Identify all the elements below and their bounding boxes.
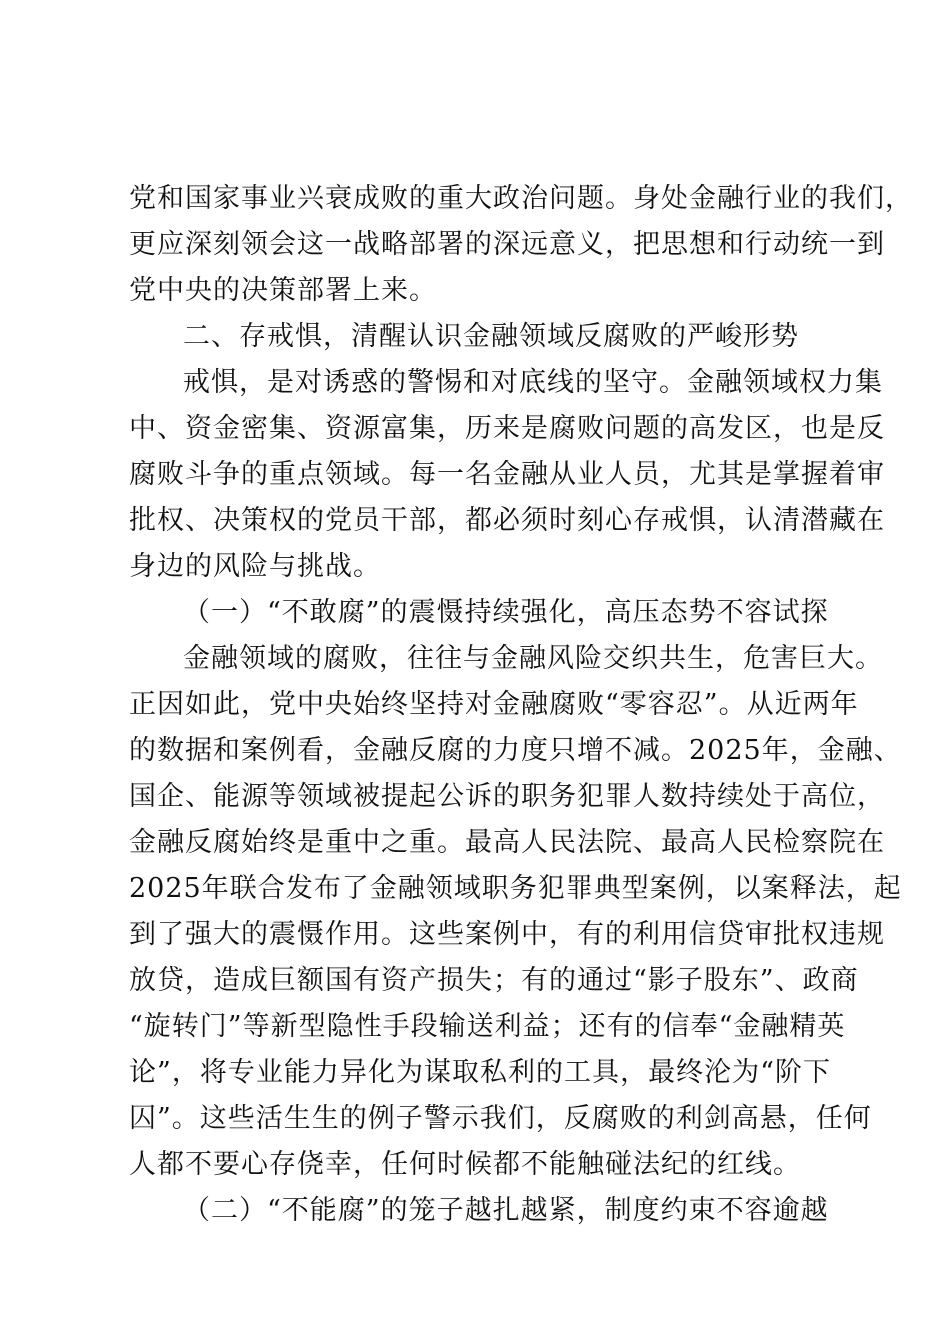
text-line: 放贷，造成巨额国有资产损失；有的通过“影子股东”、政商 [129,965,859,996]
paragraph-continuation [129,176,913,314]
text-line: 金融领域的腐败，往往与金融风险交织共生，危害巨大。 [183,643,883,674]
subheading-line: （二）“不能腐”的笼子越扎越紧，制度约束不容逾越 [183,1195,829,1226]
subheading-line: （一）“不敢腐”的震慑持续强化，高压态势不容试探 [183,597,829,628]
document-body [129,176,913,1234]
subsection-heading [129,1188,831,1234]
text-line: 的数据和案例看，金融反腐的力度只增不减。2025年，金融、 [129,735,902,766]
heading-line: 二、存戒惧，清醒认识金融领域反腐败的严峻形势 [183,321,799,352]
text-line: 身边的风险与挑战。 [129,551,381,582]
text-line: 囚”。这些活生生的例子警示我们，反腐败的利剑高悬，任何 [129,1103,872,1134]
text-line: 论”，将专业能力异化为谋取私利的工具，最终沦为“阶下 [129,1057,831,1088]
text-line: 党中央的决策部署上来。 [129,275,437,306]
text-line: 腐败斗争的重点领域。每一名金融从业人员，尤其是掌握着审 [129,459,885,490]
text-line: 到了强大的震慑作用。这些案例中，有的利用信贷审批权违规 [129,919,885,950]
text-line: 更应深刻领会这一战略部署的深远意义，把思想和行动统一到 [129,229,885,260]
text-line: 2025年联合发布了金融领域职务犯罪典型案例，以案释法，起 [129,873,902,904]
text-line: 人都不要心存侥幸，任何时候都不能触碰法纪的红线。 [129,1149,801,1180]
text-line: “旋转门”等新型隐性手段输送利益；还有的信奉“金融精英 [129,1011,846,1042]
paragraph [129,636,902,1188]
subsection-heading [129,590,831,636]
text-line: 中、资金密集、资源富集，历来是腐败问题的高发区，也是反 [129,413,885,444]
text-line: 批权、决策权的党员干部，都必须时刻心存戒惧，认清潜藏在 [129,505,885,536]
section-heading [129,314,831,360]
text-line: 党和国家事业兴衰成败的重大政治问题。身处金融行业的我们， [129,183,913,214]
text-line: 国企、能源等领域被提起公诉的职务犯罪人数持续处于高位， [129,781,885,812]
paragraph [129,360,885,590]
text-line: 戒惧，是对诱惑的警惕和对底线的坚守。金融领域权力集 [183,367,883,398]
text-line: 金融反腐始终是重中之重。最高人民法院、最高人民检察院在 [129,827,885,858]
text-line: 正因如此，党中央始终坚持对金融腐败“零容忍”。从近两年 [129,689,859,720]
